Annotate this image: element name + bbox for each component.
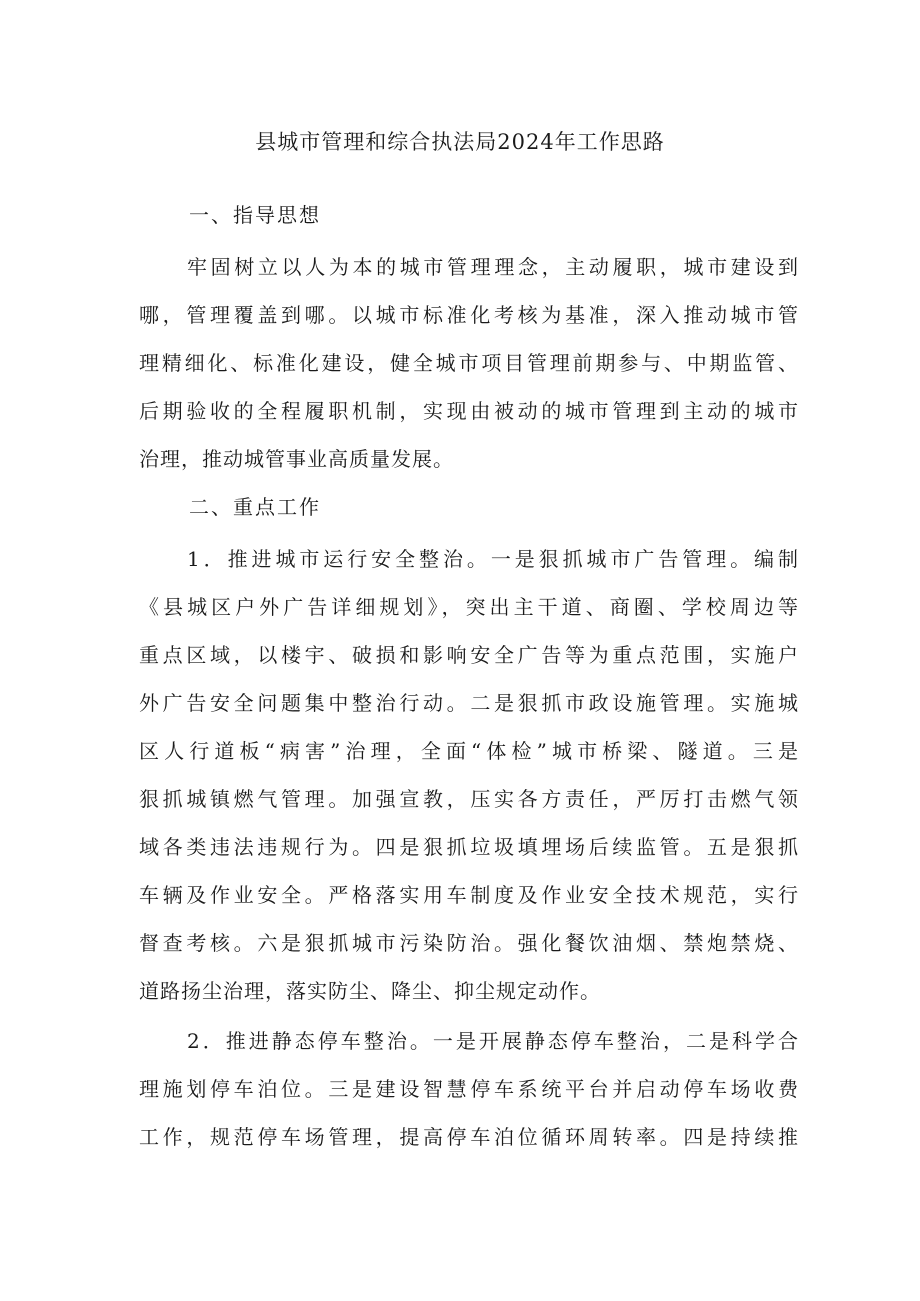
paragraph-static-parking xyxy=(139,1017,799,1161)
section-heading-guiding-ideology: 一、指导思想 xyxy=(189,203,321,227)
paragraph-operation-safety xyxy=(139,535,799,1015)
paragraph-line: 2．推进静态停车整治。一是开展静态停车整治，二是科学合 xyxy=(187,1029,799,1053)
paragraph-line: 1．推进城市运行安全整治。一是狠抓城市广告管理。编制 xyxy=(187,547,799,571)
paragraph-line: 牢固树立以人为本的城市管理理念，主动履职，城市建设到 xyxy=(187,255,799,279)
paragraph-line: 区人行道板“病害”治理，全面“体检”城市桥梁、隧道。三是 xyxy=(139,739,799,763)
paragraph-line: 《县城区户外广告详细规划》，突出主干道、商圈、学校周边等 xyxy=(139,595,799,619)
paragraph-line: 重点区域，以楼宇、破损和影响安全广告等为重点范围，实施户 xyxy=(139,643,799,667)
paragraph-line: 道路扬尘治理，落实防尘、降尘、抑尘规定动作。 xyxy=(139,979,601,1003)
paragraph-line: 外广告安全问题集中整治行动。二是狠抓市政设施管理。实施城 xyxy=(139,691,799,715)
paragraph-line: 工作，规范停车场管理，提高停车泊位循环周转率。四是持续推 xyxy=(139,1125,799,1149)
paragraph-guiding-ideology xyxy=(139,243,799,483)
paragraph-line: 狠抓城镇燃气管理。加强宣教，压实各方责任，严厉打击燃气领 xyxy=(139,787,799,811)
section-heading-key-work: 二、重点工作 xyxy=(189,495,321,519)
paragraph-line: 域各类违法违规行为。四是狠抓垃圾填埋场后续监管。五是狠抓 xyxy=(139,835,799,859)
paragraph-line: 治理，推动城管事业高质量发展。 xyxy=(139,447,454,471)
paragraph-line: 车辆及作业安全。严格落实用车制度及作业安全技术规范，实行 xyxy=(139,883,799,907)
paragraph-line: 哪，管理覆盖到哪。以城市标准化考核为基准，深入推动城市管 xyxy=(139,303,799,327)
document-title: 县城市管理和综合执法局2024年工作思路 xyxy=(255,130,665,154)
paragraph-line: 督查考核。六是狠抓城市污染防治。强化餐饮油烟、禁炮禁烧、 xyxy=(139,931,799,955)
paragraph-line: 理精细化、标准化建设，健全城市项目管理前期参与、中期监管、 xyxy=(139,351,799,375)
paragraph-line: 理施划停车泊位。三是建设智慧停车系统平台并启动停车场收费 xyxy=(139,1077,799,1101)
paragraph-line: 后期验收的全程履职机制，实现由被动的城市管理到主动的城市 xyxy=(139,399,799,423)
